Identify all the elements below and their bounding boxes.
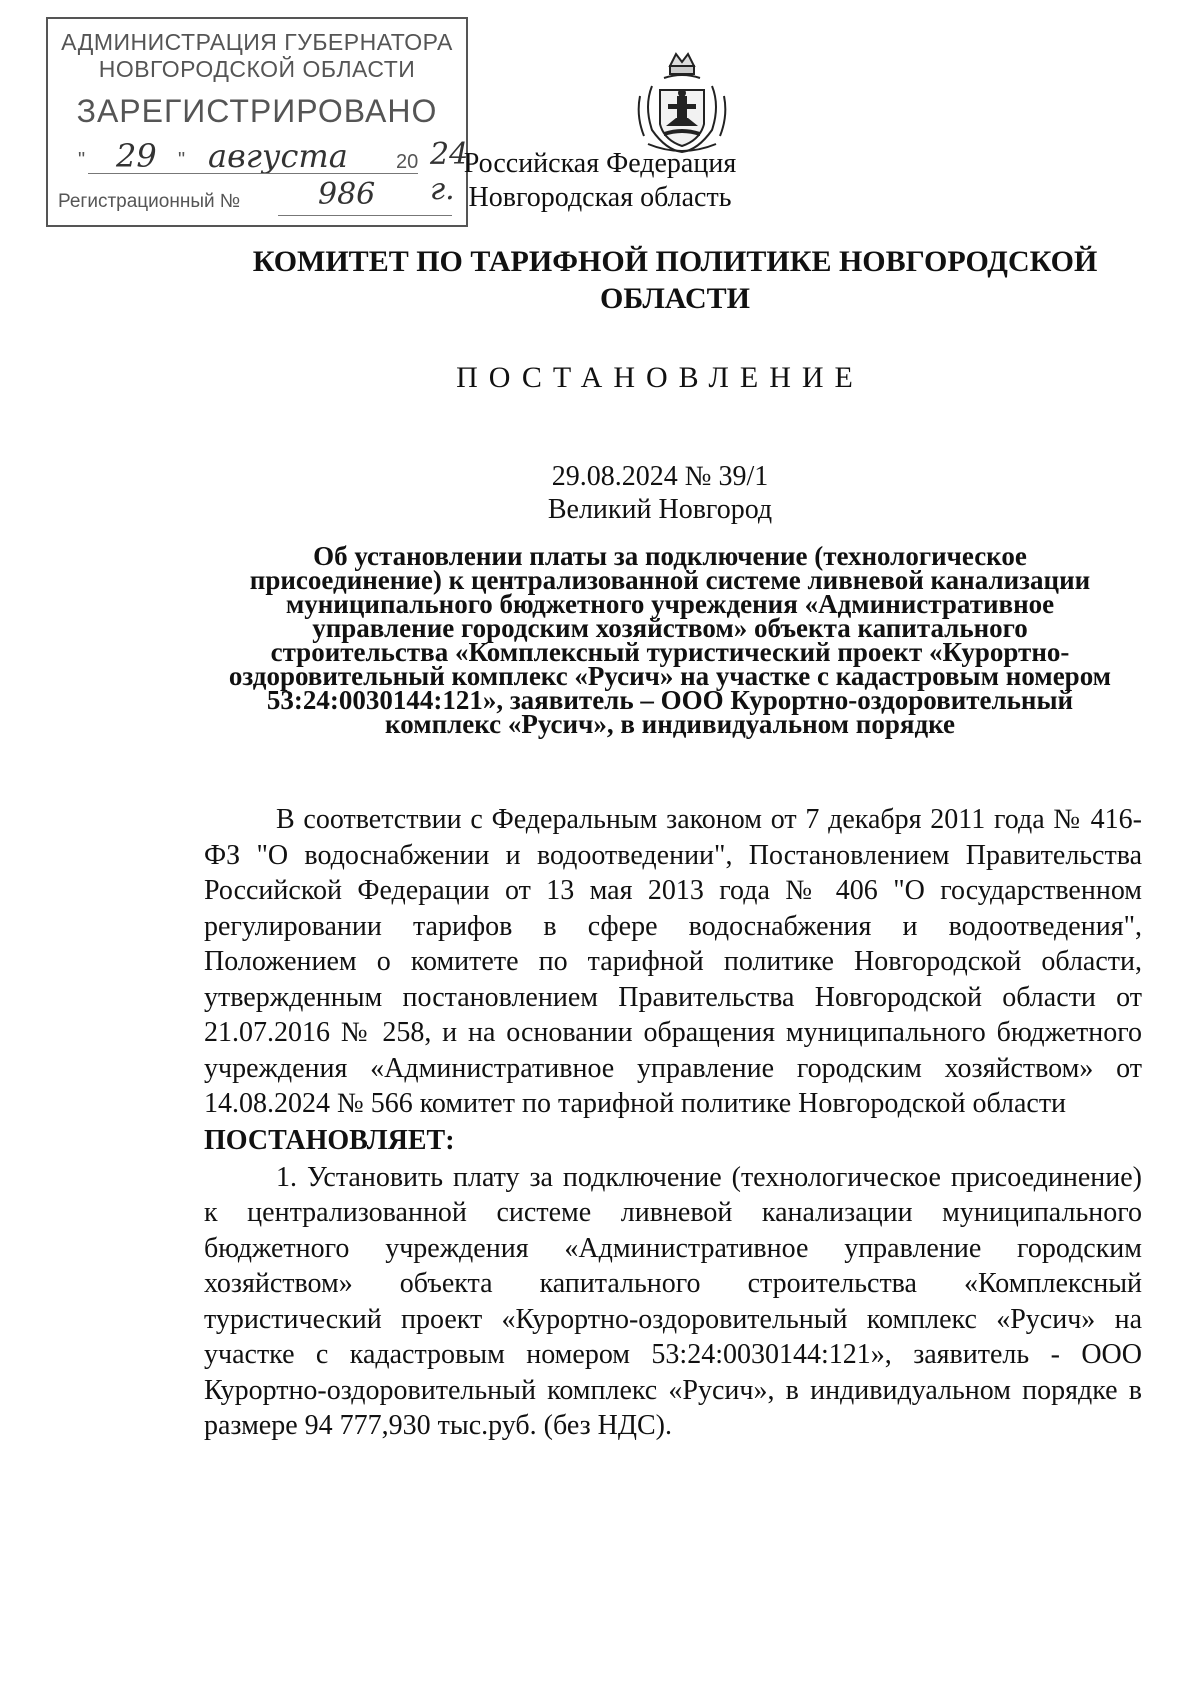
stamp-org-line2: НОВГОРОДСКОЙ ОБЛАСТИ (98, 56, 416, 82)
coat-of-arms-icon (630, 46, 734, 156)
stamp-org-line1: АДМИНИСТРАЦИЯ ГУБЕРНАТОРА (61, 29, 453, 55)
document-date-block (180, 460, 1140, 526)
document-city: Великий Новгород (547, 494, 773, 525)
stamp-reg-number: 986 (318, 177, 376, 212)
title-line: 53:24:0030144:121», заявитель – ООО Курортно-оздоровительный (266, 685, 1074, 715)
stamp-status: ЗАРЕГИСТРИРОВАНО (76, 93, 438, 129)
region-name: Новгородская область (468, 182, 732, 213)
stamp-quote-open: " (78, 149, 86, 171)
title-line: комплекс «Русич», в индивидуальном порядке (385, 709, 955, 739)
stamp-quote-close: " (178, 149, 186, 171)
decree-item-1: 1. Установить плату за подключение (технологическое присоединение) к централизованной системе ливневой канализации муниципального бюджетного учреждения «Административное управление городским хозяйством» объекта капитального строительства «Комплексный туристический проект «Курортно-оздоровительный комплекс «Русич» на участке с кадастровым номером 53:24:0030144:121», заявитель - ООО Курортно-оздоровительный комплекс «Русич», в индивидуальном порядке в размере 94 777,930 тыс.руб. (без НДС). (204, 1161, 1142, 1441)
title-line: муниципального бюджетного учреждения «Административное (285, 589, 1055, 619)
stamp-day: 29 (116, 137, 157, 175)
preamble-paragraph: В соответствии с Федеральным законом от 7 декабря 2011 года № 416-ФЗ "О водоснабжении и водоотведении", Постановлением Правительства Российской Федерации от 13 мая 2013 года № 406 "О государственном регулировании тарифов в сфере водоснабжения и водоотведения", Положением о комитете по тарифной политике Новгородской области, утвержденным постановлением Правительства Новгородской области от 21.07.2016 № 258, и на основании обращения муниципального бюджетного учреждения «Административное управление городским хозяйством» от 14.08.2024 № 566 комитет по тарифной политике Новгородской области (204, 804, 1142, 1119)
decree-heading: ПОСТАНОВЛЯЕТ: (204, 1124, 455, 1156)
stamp-reg-label: Регистрационный № (58, 191, 241, 212)
document-body (204, 802, 1142, 1444)
stamp-year: 24 г. (430, 137, 469, 207)
document-title (200, 541, 1140, 739)
country-region-header (0, 147, 1200, 215)
title-line: присоединение) к централизованной системе ливневой канализации (249, 565, 1091, 595)
stamp-year-prefix: 20 (396, 151, 419, 173)
stamp-month: августа (208, 137, 348, 175)
title-line: оздоровительный комплекс «Русич» на участке с кадастровым номером (228, 661, 1112, 691)
title-line: строительства «Комплексный туристический проект «Курортно- (270, 637, 1070, 667)
document-date-number: 29.08.2024 № 39/1 (551, 461, 769, 492)
document-type: ПОСТАНОВЛЕНИЕ (456, 361, 864, 394)
stamp-reg-underline (278, 215, 452, 216)
committee-title: КОМИТЕТ ПО ТАРИФНОЙ ПОЛИТИКЕ НОВГОРОДСКОЙ ОБЛАСТИ (252, 245, 1098, 315)
country-name: Российская Федерация (463, 148, 737, 179)
title-line: управление городским хозяйством» объекта капитального (312, 613, 1028, 643)
title-line: Об установлении платы за подключение (технологическое (313, 541, 1027, 571)
